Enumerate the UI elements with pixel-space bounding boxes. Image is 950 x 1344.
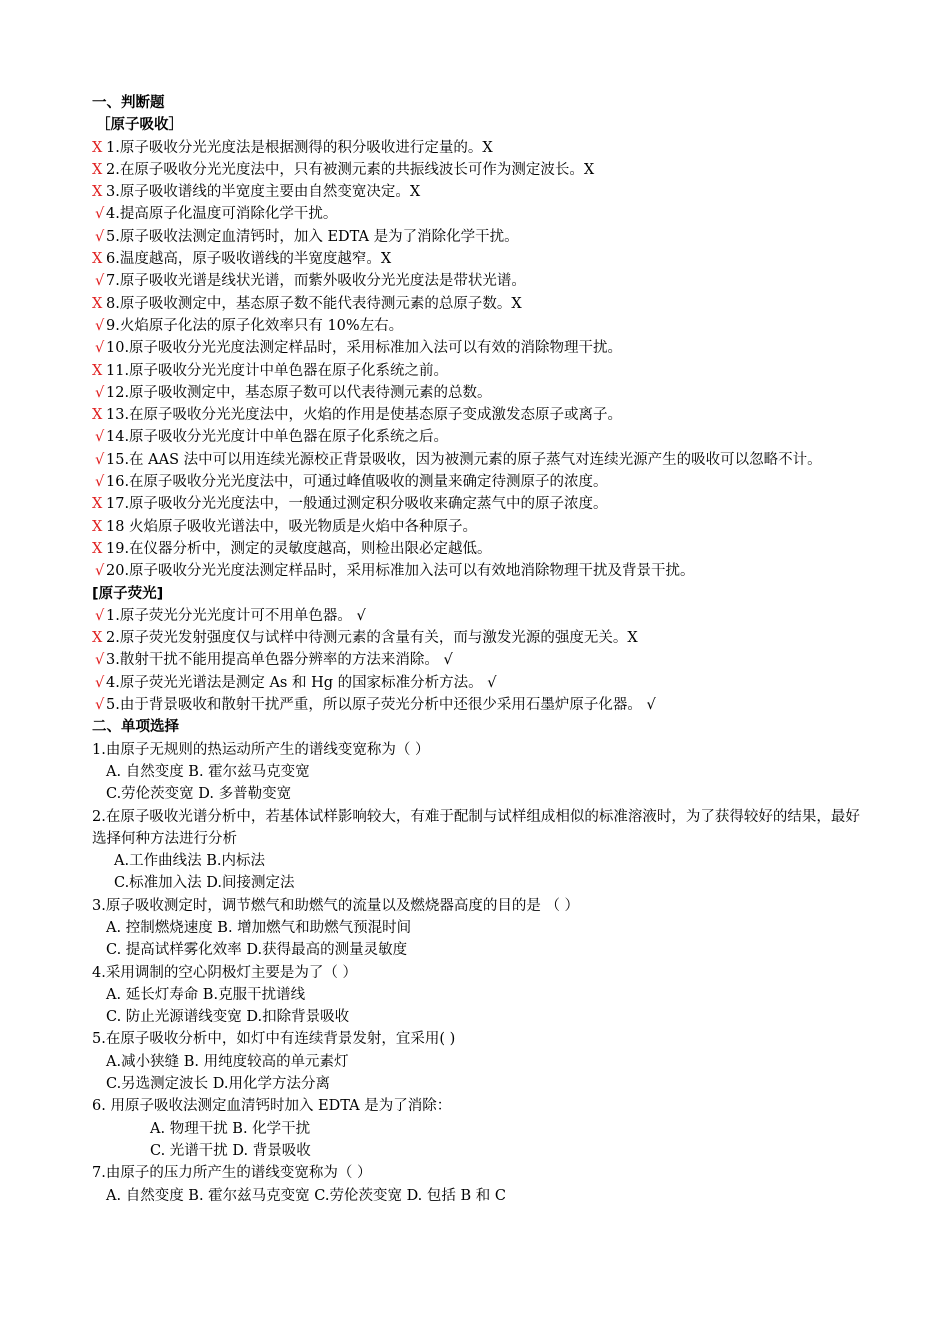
document-body	[0, 92, 950, 1207]
judgement-item	[0, 516, 950, 538]
judgement-text: 7.原子吸收光谱是线状光谱，而紫外吸收分光光度法是带状光谱。	[106, 273, 526, 290]
judgement-text: 4.原子荧光光谱法是测定 As 和 Hg 的国家标准分析方法。 √	[106, 674, 497, 691]
judgement-text: 1.原子荧光分光光度计可不用单色器。 √	[106, 607, 366, 624]
true-mark: √	[95, 340, 105, 357]
false-mark: X	[92, 630, 103, 647]
answer-options: C.劳伦茨变宽 D. 多普勒变宽	[106, 786, 292, 803]
judgement-text: 9.火焰原子化法的原子化效率只有 10%左右。	[106, 317, 404, 334]
judgement-text: 3.散射干扰不能用提高单色器分辨率的方法来消除。 √	[106, 652, 453, 669]
true-mark: √	[95, 451, 105, 468]
answer-options: C.标准加入法 D.间接测定法	[114, 875, 295, 892]
aas-judgement-list	[0, 137, 950, 583]
question-stem: 6. 用原子吸收法测定血清钙时加入 EDTA 是为了消除：	[92, 1098, 452, 1115]
judgement-text: 1.原子吸收分光光度法是根据测得的积分吸收进行定量的。X	[106, 139, 493, 156]
judgement-text: 19.在仪器分析中，测定的灵敏度越高，则检出限必定越低。	[106, 540, 492, 557]
answer-options: A. 自然变度 B. 霍尔兹马克变宽 C.劳伦茨变宽 D. 包括 B 和 C	[106, 1187, 506, 1204]
question-stem: 7.由原子的压力所产生的谱线变宽称为（ ）	[92, 1165, 372, 1182]
answer-options: A.工作曲线法 B.内标法	[114, 853, 265, 870]
judgement-item	[0, 293, 950, 315]
true-mark: √	[95, 206, 105, 223]
judgement-item	[0, 360, 950, 382]
answer-options: A.减小狭缝 B. 用纯度较高的单元素灯	[106, 1053, 349, 1070]
true-mark: √	[95, 228, 105, 245]
multiple-choice-list	[0, 739, 950, 1207]
false-mark: X	[92, 496, 103, 513]
false-mark: X	[92, 139, 103, 156]
judgement-item	[0, 315, 950, 337]
question-stem: 4.采用调制的空心阴极灯主要是为了（ ）	[92, 964, 357, 981]
judgement-item	[0, 672, 950, 694]
judgement-item	[0, 694, 950, 716]
question-stem: 2.在原子吸收光谱分析中，若基体试样影响较大，有难于配制与试样组成相似的标准溶液时，为了获得较好的结果，最好选择何种方法进行分析	[92, 808, 860, 847]
judgement-item	[0, 627, 950, 649]
subsection-afs-title: [原子荧光]	[92, 585, 164, 602]
judgement-item	[0, 493, 950, 515]
answer-options: A. 延长灯寿命 B.克服干扰谱线	[106, 986, 306, 1003]
section2-title: 二、单项选择	[92, 719, 179, 736]
answer-options: C. 提高试样雾化效率 D.获得最高的测量灵敏度	[106, 942, 408, 959]
judgement-text: 13.在原子吸收分光光度法中，火焰的作用是使基态原子变成激发态原子或离子。	[106, 407, 623, 424]
answer-options: C. 光谱干扰 D. 背景吸收	[150, 1142, 311, 1159]
judgement-text: 18 火焰原子吸收光谱法中，吸光物质是火焰中各种原子。	[106, 518, 478, 535]
judgement-item	[0, 137, 950, 159]
judgement-item	[0, 426, 950, 448]
judgement-item	[0, 449, 950, 471]
judgement-item	[0, 337, 950, 359]
false-mark: X	[92, 161, 103, 178]
question-stem: 3.原子吸收测定时，调节燃气和助燃气的流量以及燃烧器高度的目的是 （ ）	[92, 897, 580, 914]
true-mark: √	[95, 674, 105, 691]
judgement-text: 14.原子吸收分光光度计中单色器在原子化系统之后。	[106, 429, 449, 446]
judgement-item	[0, 270, 950, 292]
judgement-item	[0, 649, 950, 671]
judgement-text: 4.提高原子化温度可消除化学干扰。	[106, 206, 338, 223]
judgement-item	[0, 404, 950, 426]
true-mark: √	[95, 474, 105, 491]
subsection-aas-title: ［原子吸收］	[96, 117, 183, 134]
answer-options: A. 物理干扰 B. 化学干扰	[150, 1120, 311, 1137]
afs-judgement-list	[0, 605, 950, 716]
true-mark: √	[95, 697, 105, 714]
true-mark: √	[95, 607, 105, 624]
judgement-item	[0, 382, 950, 404]
judgement-text: 3.原子吸收谱线的半宽度主要由自然变宽决定。X	[106, 184, 421, 201]
judgement-text: 5.原子吸收法测定血清钙时，加入 EDTA 是为了消除化学干扰。	[106, 228, 519, 245]
answer-options: A. 控制燃烧速度 B. 增加燃气和助燃气预混时间	[106, 919, 412, 936]
judgement-text: 11.原子吸收分光光度计中单色器在原子化系统之前。	[106, 362, 449, 379]
false-mark: X	[92, 295, 103, 312]
judgement-text: 10.原子吸收分光光度法测定样品时，采用标准加入法可以有效的消除物理干扰。	[106, 340, 623, 357]
judgement-item	[0, 226, 950, 248]
judgement-item	[0, 605, 950, 627]
judgement-item	[0, 538, 950, 560]
judgement-item	[0, 159, 950, 181]
section1-title: 一、判断题	[92, 95, 165, 111]
judgement-text: 2.在原子吸收分光光度法中，只有被测元素的共振线波长可作为测定波长。X	[106, 161, 595, 178]
judgement-text: 8.原子吸收测定中，基态原子数不能代表待测元素的总原子数。X	[106, 295, 522, 312]
judgement-text: 12.原子吸收测定中，基态原子数可以代表待测元素的总数。	[106, 384, 492, 401]
judgement-item	[0, 248, 950, 270]
answer-options: A. 自然变度 B. 霍尔兹马克变宽	[106, 763, 310, 780]
false-mark: X	[92, 540, 103, 557]
judgement-text: 16.在原子吸收分光光度法中，可通过峰值吸收的测量来确定待测原子的浓度。	[106, 474, 608, 491]
judgement-item	[0, 471, 950, 493]
judgement-text: 20.原子吸收分光光度法测定样品时，采用标准加入法可以有效地消除物理干扰及背景干扰。	[106, 563, 695, 580]
true-mark: √	[95, 563, 105, 580]
judgement-text: 5.由于背景吸收和散射干扰严重，所以原子荧光分析中还很少采用石墨炉原子化器。 √	[106, 697, 656, 714]
question-stem: 1.由原子无规则的热运动所产生的谱线变宽称为（ ）	[92, 741, 430, 758]
false-mark: X	[92, 362, 103, 379]
false-mark: X	[92, 518, 103, 535]
judgement-text: 2.原子荧光发射强度仅与试样中待测元素的含量有关，而与激发光源的强度无关。X	[106, 630, 638, 647]
false-mark: X	[92, 251, 103, 268]
true-mark: √	[95, 429, 105, 446]
false-mark: X	[92, 184, 103, 201]
judgement-text: 17.原子吸收分光光度法中，一般通过测定积分吸收来确定蒸气中的原子浓度。	[106, 496, 608, 513]
answer-options: C.另选测定波长 D.用化学方法分离	[106, 1076, 331, 1093]
judgement-item	[0, 181, 950, 203]
judgement-item	[0, 203, 950, 225]
judgement-text: 15.在 AAS 法中可以用连续光源校正背景吸收，因为被测元素的原子蒸气对连续光源产生的吸收可以忽略不计。	[106, 451, 822, 468]
judgement-item	[0, 560, 950, 582]
true-mark: √	[95, 384, 105, 401]
true-mark: √	[95, 652, 105, 669]
question-stem: 5.在原子吸收分析中，如灯中有连续背景发射，宜采用( )	[92, 1031, 456, 1048]
true-mark: √	[95, 317, 105, 334]
judgement-text: 6.温度越高，原子吸收谱线的半宽度越窄。X	[106, 251, 392, 268]
true-mark: √	[95, 273, 105, 290]
false-mark: X	[92, 407, 103, 424]
answer-options: C. 防止光源谱线变宽 D.扣除背景吸收	[106, 1009, 350, 1026]
